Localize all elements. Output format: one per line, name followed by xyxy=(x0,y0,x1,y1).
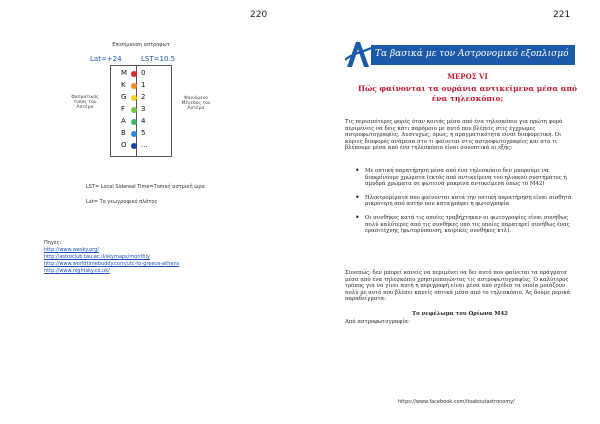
source-link[interactable]: http://www.wesky.org/ xyxy=(44,247,99,253)
footer-url[interactable]: https://www.facebook.com/itsaboutastronomy/ xyxy=(398,399,515,405)
sources-list xyxy=(44,240,179,275)
spectral-class-letter: G xyxy=(121,93,127,101)
spectral-color-dot xyxy=(131,71,137,77)
magnitude-note: Φαινόμενο Μέγεθος του Αστέρα xyxy=(181,96,211,111)
astronomy-logo-icon xyxy=(345,40,371,68)
section-title: Πώς φαίνονται τα ουράνια αντικείμενα μέσα από ένα τηλεσκόπιο; xyxy=(358,84,577,103)
list-item: • Με οπτική παρατήρηση μέσα από ένα τηλεσκόπιο δεν μπορούμε να διακρίνουμε χρώματα (εκτός από αντικείμενα του ηλιακού συστήματος ή αμυδρά χρώματα σε φωτεινά μακρινά αντικείμενα όπως το M42) xyxy=(355,168,575,188)
lat-legend: Lat= Το γεωγραφικό πλάτος xyxy=(86,199,158,205)
part-heading: ΜΕΡΟΣ VI xyxy=(447,72,488,81)
list-item: • Ηλεκτρομίματα που φαίνονται κατά την οπτική παρατήρηση είναι αισθητά μικρότερη από αυτήν που καταγράφει η φωτογραφία xyxy=(355,195,575,208)
magnitude-value: 1 xyxy=(141,81,146,89)
spectral-color-dot xyxy=(131,95,137,101)
magnitude-value: 5 xyxy=(141,129,146,137)
magnitude-value: 4 xyxy=(141,117,146,125)
book-header-title: Τα βασικά με τον Αστρονομικό εξοπλισμό xyxy=(375,49,569,59)
m42-subheading: Το νεφέλωμα του Ωρίωνα M42 xyxy=(412,311,508,317)
source-link[interactable]: http://www.worldtimebuddy.com/utc-to-greece-athens xyxy=(44,261,180,267)
source-link[interactable]: http://astroclub.tau.ac.il/skymaps/monthly xyxy=(44,254,150,260)
spectral-color-dot xyxy=(131,107,137,113)
spectral-class-letter: M xyxy=(121,69,128,77)
magnitude-value: 3 xyxy=(141,105,146,113)
spectral-type-note: Φασματικός τύπος του Αστέρα xyxy=(71,95,99,110)
chart-title: Επισήμανση αστροφωτ xyxy=(112,42,170,48)
magnitude-value: 0 xyxy=(141,69,146,77)
spectral-color-dot xyxy=(131,119,137,125)
spectral-class-letter: A xyxy=(121,117,126,125)
difference-list xyxy=(355,168,575,242)
spectral-class-letter: O xyxy=(121,141,127,149)
spectral-class-letter: K xyxy=(121,81,126,89)
conclusion-paragraph: Συνεπώς, δεν μπορεί κανείς να περιμένει να δει αυτό που φαίνεται τα πράγματα μέσα από ένα τηλεσκόπιο χρησιμοποιώντας τις αστροφωτογραφίες. Ο καλύτερος τρόπος για να γίνει αυτή η περιγραφή είναι μέσα από σχέδια τα οποία μοιάζουν πολύ με αυτό που βλέπει κανείς οπτικά μέσα από το τηλεσκόπιο. Ας δούμε μερικά παραδείγματα: xyxy=(345,270,571,303)
photo-caption: Από αστροφωτογραφία: xyxy=(345,319,410,325)
magnitude-value: ... xyxy=(141,141,148,149)
spectral-color-dot xyxy=(131,143,137,149)
spectral-color-dot xyxy=(131,83,137,89)
spectral-color-dot xyxy=(131,131,137,137)
magnitude-value: 2 xyxy=(141,93,146,101)
lst-label: LST=10.5 xyxy=(141,55,176,63)
spectral-class-letter: B xyxy=(121,129,126,137)
spectral-class-letter: F xyxy=(121,105,126,113)
page-number-right: 221 xyxy=(553,10,571,20)
latitude-label: Lat=+24 xyxy=(90,55,122,63)
source-link[interactable]: http://www.nightsky.co.uk/ xyxy=(44,268,110,274)
lst-legend: LST= Local Sidereal Time=Τοπική αστρική ώρα xyxy=(86,184,205,190)
list-item: • Οι συνθήκες κατά τις οποίες τραβήχτηκαν οι φωτογραφίες είναι συνήθως πολύ καλύτερες από τις συνθήκες υπό τις οποίες παρατηρεί συνήθως ένας ερασιτέχνης (φωτορύπανση, καιρικές συνθήκες κτλ). xyxy=(355,215,575,235)
page-number-left: 220 xyxy=(250,10,268,20)
intro-paragraph: Τις περισσότερες φορές όταν κοιτάς μέσα από ένα τηλεσκόπιο για πρώτη φορά περιμένεις να δεις κάτι παρόμοιο με αυτό που βλέπεις στις έγχρωμες αστροφωτογραφίες. Δυστυχώς, όμως, η πραγματικότητα είναι διαφορετική. Οι κύριες διαφορές ανάμεσα στο τι φαίνεται στις αστροφωτογραφίες και στο τι βλέπουμε μέσα από ένα τηλεσκόπιο είναι συνοπτικά οι εξής: xyxy=(345,119,563,152)
sources-heading: Πηγές: xyxy=(44,240,62,246)
